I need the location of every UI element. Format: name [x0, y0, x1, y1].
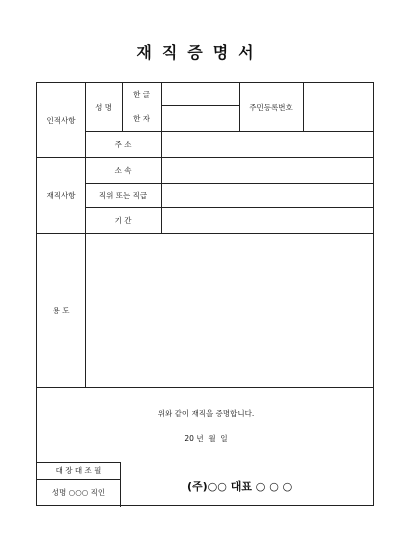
rule-verify-right — [120, 462, 121, 507]
employment-section-label: 재직사항 — [46, 190, 76, 200]
personal-section-label: 인적사항 — [46, 115, 76, 125]
hanja-name-field[interactable] — [161, 105, 239, 131]
period-field[interactable] — [161, 207, 374, 233]
department-label: 소 속 — [114, 165, 132, 175]
name-label: 성 명 — [95, 102, 112, 112]
rrn-field[interactable] — [303, 83, 374, 131]
department-field[interactable] — [161, 157, 374, 183]
purpose-field[interactable] — [85, 233, 374, 387]
document-title: 재직증명서 — [136, 43, 264, 62]
rrn-label: 주민등록번호 — [249, 102, 293, 112]
declaration-date: 20 년 월 일 — [184, 434, 228, 443]
hangul-name-field[interactable] — [161, 83, 239, 105]
position-field[interactable] — [161, 183, 374, 207]
verification-signature: 성명 ○○○ 직인 — [51, 488, 106, 497]
period-label: 기 간 — [114, 215, 132, 225]
address-label: 주 소 — [114, 139, 132, 149]
company-representative: (주)○○ 대표 ○ ○ ○ — [187, 480, 293, 493]
hangul-label: 한 글 — [133, 89, 150, 99]
address-field[interactable] — [161, 131, 374, 157]
purpose-label: 용 도 — [52, 305, 70, 315]
hanja-label: 한 자 — [133, 113, 150, 123]
position-label: 직위 또는 직급 — [98, 190, 148, 200]
declaration-statement: 위와 같이 재직을 증명합니다. — [157, 409, 255, 418]
certificate-form — [36, 82, 374, 506]
verification-header: 대 장 대 조 필 — [55, 466, 102, 475]
rule-purpose-bottom — [37, 387, 374, 388]
